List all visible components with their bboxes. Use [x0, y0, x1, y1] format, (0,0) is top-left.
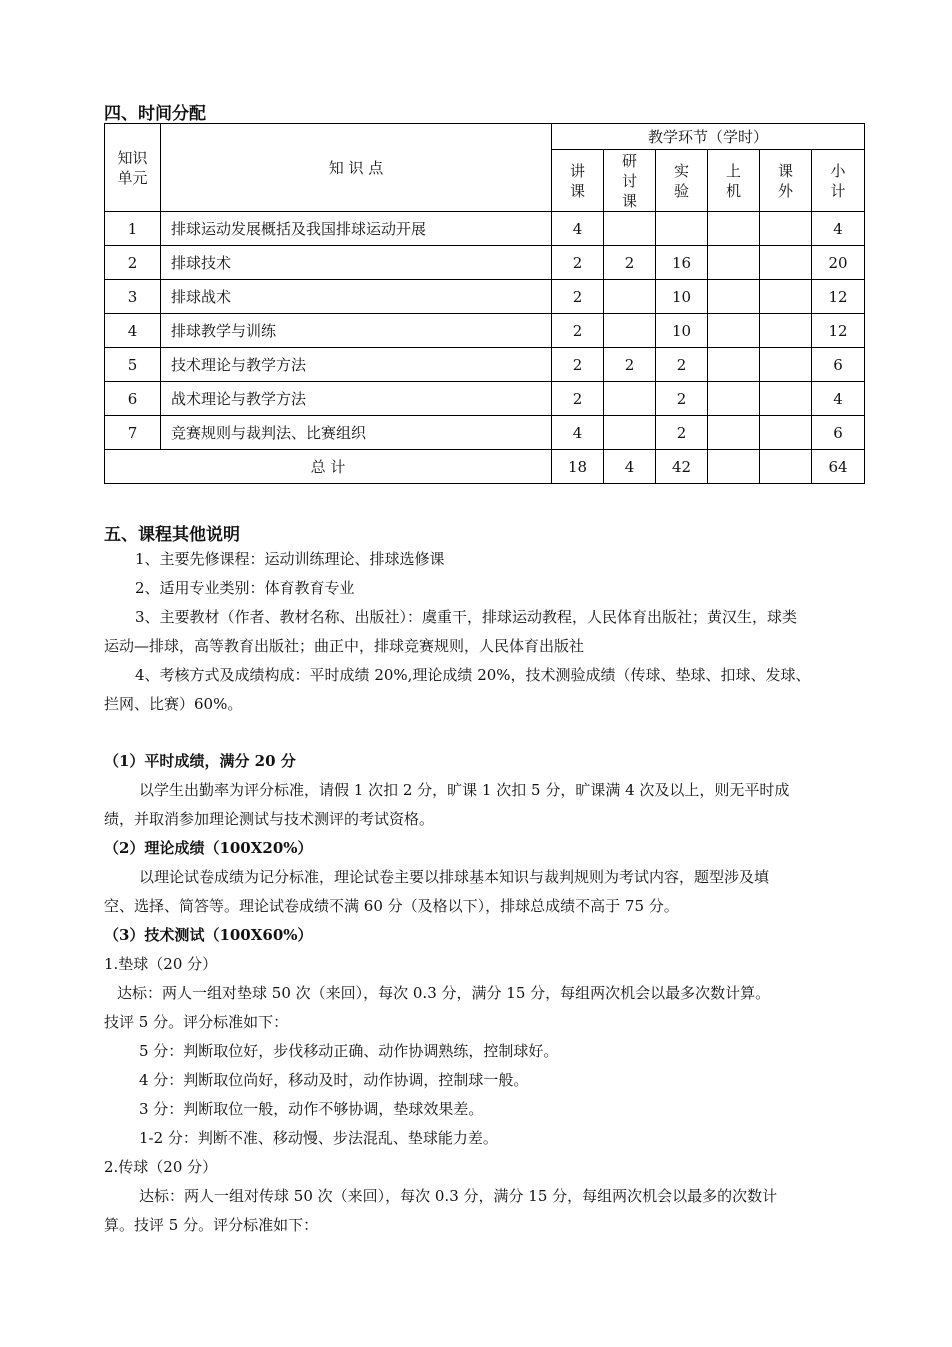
header-knowledge-point-text: 知 识 点 — [328, 159, 384, 177]
cell-extra — [760, 314, 812, 348]
cell-subtotal: 6 — [812, 348, 865, 382]
cell-seminar — [604, 314, 656, 348]
total-computer — [708, 450, 760, 484]
cell-extra — [760, 416, 812, 450]
cell-unit: 5 — [105, 348, 161, 382]
cell-point: 排球技术 — [161, 246, 552, 280]
subheader-seminar — [604, 150, 656, 212]
dig-score-1-2: 1-2 分：判断不准、移动慢、步法混乱、垫球能力差。 — [139, 1129, 498, 1147]
cell-computer — [708, 246, 760, 280]
table-row — [105, 416, 865, 450]
cell-computer — [708, 280, 760, 314]
prerequisites-text: 1、主要先修课程：运动训练理论、排球选修课 — [135, 550, 445, 568]
dig-line2: 技评 5 分。评分标准如下： — [104, 1013, 289, 1031]
cell-point: 战术理论与教学方法 — [161, 382, 552, 416]
subheader-lab — [656, 150, 708, 212]
total-extra — [760, 450, 812, 484]
cell-point: 竞赛规则与裁判法、比赛组织 — [161, 416, 552, 450]
subheader-lecture-text: 讲 课 — [569, 161, 585, 200]
cell-seminar — [604, 382, 656, 416]
cell-seminar — [604, 280, 656, 314]
assessment-line1: 4、考核方式及成绩构成：平时成绩 20%,理论成绩 20%，技术测验成绩（传球、垫球、扣球、发球、 — [135, 666, 811, 684]
cell-lecture: 4 — [552, 416, 604, 450]
header-unit-text: 知识 单元 — [117, 148, 148, 187]
table-row — [105, 280, 865, 314]
time-allocation-table — [104, 123, 865, 484]
cell-lecture: 4 — [552, 212, 604, 246]
total-subtotal: 64 — [812, 450, 865, 484]
cell-lab: 2 — [656, 416, 708, 450]
subheader-extracurricular-text: 课 外 — [777, 161, 793, 200]
subheader-computer — [708, 150, 760, 212]
dig-score-5: 5 分：判断取位好，步伐移动正确、动作协调熟练，控制球好。 — [139, 1042, 559, 1060]
pass-line1: 达标：两人一组对传球 50 次（来回），每次 0.3 分，满分 15 分，每组两次机会以最多的次数计 — [139, 1187, 778, 1205]
usual-score-heading: （1）平时成绩，满分 20 分 — [104, 752, 296, 770]
cell-lab: 10 — [656, 280, 708, 314]
cell-point: 排球战术 — [161, 280, 552, 314]
textbooks-line1: 3、主要教材（作者、教材名称、出版社）：虞重干，排球运动教程，人民体育出版社；黄汉生，球类 — [135, 608, 798, 626]
cell-computer — [708, 212, 760, 246]
theory-score-line2: 空、选择、简答等。理论试卷成绩不满 60 分（及格以下），排球总成绩不高于 75 分。 — [104, 897, 679, 915]
cell-unit: 6 — [105, 382, 161, 416]
cell-extra — [760, 382, 812, 416]
cell-lab: 16 — [656, 246, 708, 280]
cell-extra — [760, 348, 812, 382]
cell-subtotal: 6 — [812, 416, 865, 450]
cell-point: 排球教学与训练 — [161, 314, 552, 348]
assessment-line2: 拦网、比赛）60%。 — [104, 695, 243, 713]
cell-seminar — [604, 416, 656, 450]
cell-computer — [708, 314, 760, 348]
cell-unit: 3 — [105, 280, 161, 314]
cell-subtotal: 4 — [812, 212, 865, 246]
header-teaching-sections — [552, 124, 865, 150]
cell-extra — [760, 280, 812, 314]
cell-lecture: 2 — [552, 280, 604, 314]
cell-computer — [708, 382, 760, 416]
cell-seminar: 2 — [604, 246, 656, 280]
cell-unit: 4 — [105, 314, 161, 348]
cell-subtotal: 20 — [812, 246, 865, 280]
subheader-lecture — [552, 150, 604, 212]
cell-lecture: 2 — [552, 382, 604, 416]
table-row — [105, 348, 865, 382]
cell-extra — [760, 246, 812, 280]
cell-point: 排球运动发展概括及我国排球运动开展 — [161, 212, 552, 246]
textbooks-line2: 运动—排球，高等教育出版社；曲正中，排球竞赛规则，人民体育出版社 — [104, 637, 585, 655]
cell-lecture: 2 — [552, 314, 604, 348]
total-lab: 42 — [656, 450, 708, 484]
section4-heading: 四、时间分配 — [104, 104, 206, 124]
cell-extra — [760, 212, 812, 246]
cell-subtotal: 4 — [812, 382, 865, 416]
subheader-subtotal-text: 小 计 — [830, 161, 846, 200]
total-label: 总 计 — [105, 450, 552, 484]
cell-computer — [708, 416, 760, 450]
cell-point: 技术理论与教学方法 — [161, 348, 552, 382]
theory-score-line1: 以理论试卷成绩为记分标准，理论试卷主要以排球基本知识与裁判规则为考试内容，题型涉及填 — [139, 868, 770, 886]
cell-lab: 10 — [656, 314, 708, 348]
dig-title: 1.垫球（20 分） — [104, 955, 218, 973]
pass-line2: 算。技评 5 分。评分标准如下： — [104, 1216, 319, 1234]
subheader-computer-text: 上 机 — [725, 161, 741, 200]
cell-subtotal: 12 — [812, 314, 865, 348]
applicable-major-text: 2、适用专业类别：体育教育专业 — [135, 579, 355, 597]
section5-heading: 五、课程其他说明 — [104, 525, 240, 545]
table-row — [105, 212, 865, 246]
subheader-extracurricular — [760, 150, 812, 212]
cell-unit: 1 — [105, 212, 161, 246]
cell-seminar — [604, 212, 656, 246]
total-lecture: 18 — [552, 450, 604, 484]
total-row — [105, 450, 865, 484]
cell-lecture: 2 — [552, 348, 604, 382]
cell-computer — [708, 348, 760, 382]
cell-lab: 2 — [656, 382, 708, 416]
subheader-subtotal — [812, 150, 865, 212]
subheader-seminar-text: 研 讨 课 — [621, 151, 637, 210]
table-row — [105, 246, 865, 280]
header-teaching-sections-text: 教学环节（学时） — [648, 128, 769, 146]
usual-score-line1: 以学生出勤率为评分标准，请假 1 次扣 2 分，旷课 1 次扣 5 分，旷课满 4 次及以上，则无平时成 — [139, 781, 790, 799]
cell-lab: 2 — [656, 348, 708, 382]
cell-lecture: 2 — [552, 246, 604, 280]
subheader-lab-text: 实 验 — [673, 161, 689, 200]
table-row — [105, 314, 865, 348]
technical-test-heading: （3）技术测试（100X60%） — [104, 926, 313, 944]
usual-score-line2: 绩，并取消参加理论测试与技术测评的考试资格。 — [104, 810, 435, 828]
cell-subtotal: 12 — [812, 280, 865, 314]
cell-unit: 7 — [105, 416, 161, 450]
pass-title: 2.传球（20 分） — [104, 1158, 218, 1176]
dig-score-3: 3 分：判断取位一般，动作不够协调，垫球效果差。 — [139, 1100, 484, 1118]
total-seminar: 4 — [604, 450, 656, 484]
header-unit — [105, 124, 161, 212]
theory-score-heading: （2）理论成绩（100X20%） — [104, 839, 313, 857]
table-row — [105, 382, 865, 416]
cell-seminar: 2 — [604, 348, 656, 382]
dig-score-4: 4 分：判断取位尚好，移动及时，动作协调，控制球一般。 — [139, 1071, 529, 1089]
dig-line1: 达标：两人一组对垫球 50 次（来回），每次 0.3 分，满分 15 分，每组两次机会以最多次数计算。 — [117, 984, 771, 1002]
header-knowledge-point — [161, 124, 552, 212]
cell-lab — [656, 212, 708, 246]
cell-unit: 2 — [105, 246, 161, 280]
